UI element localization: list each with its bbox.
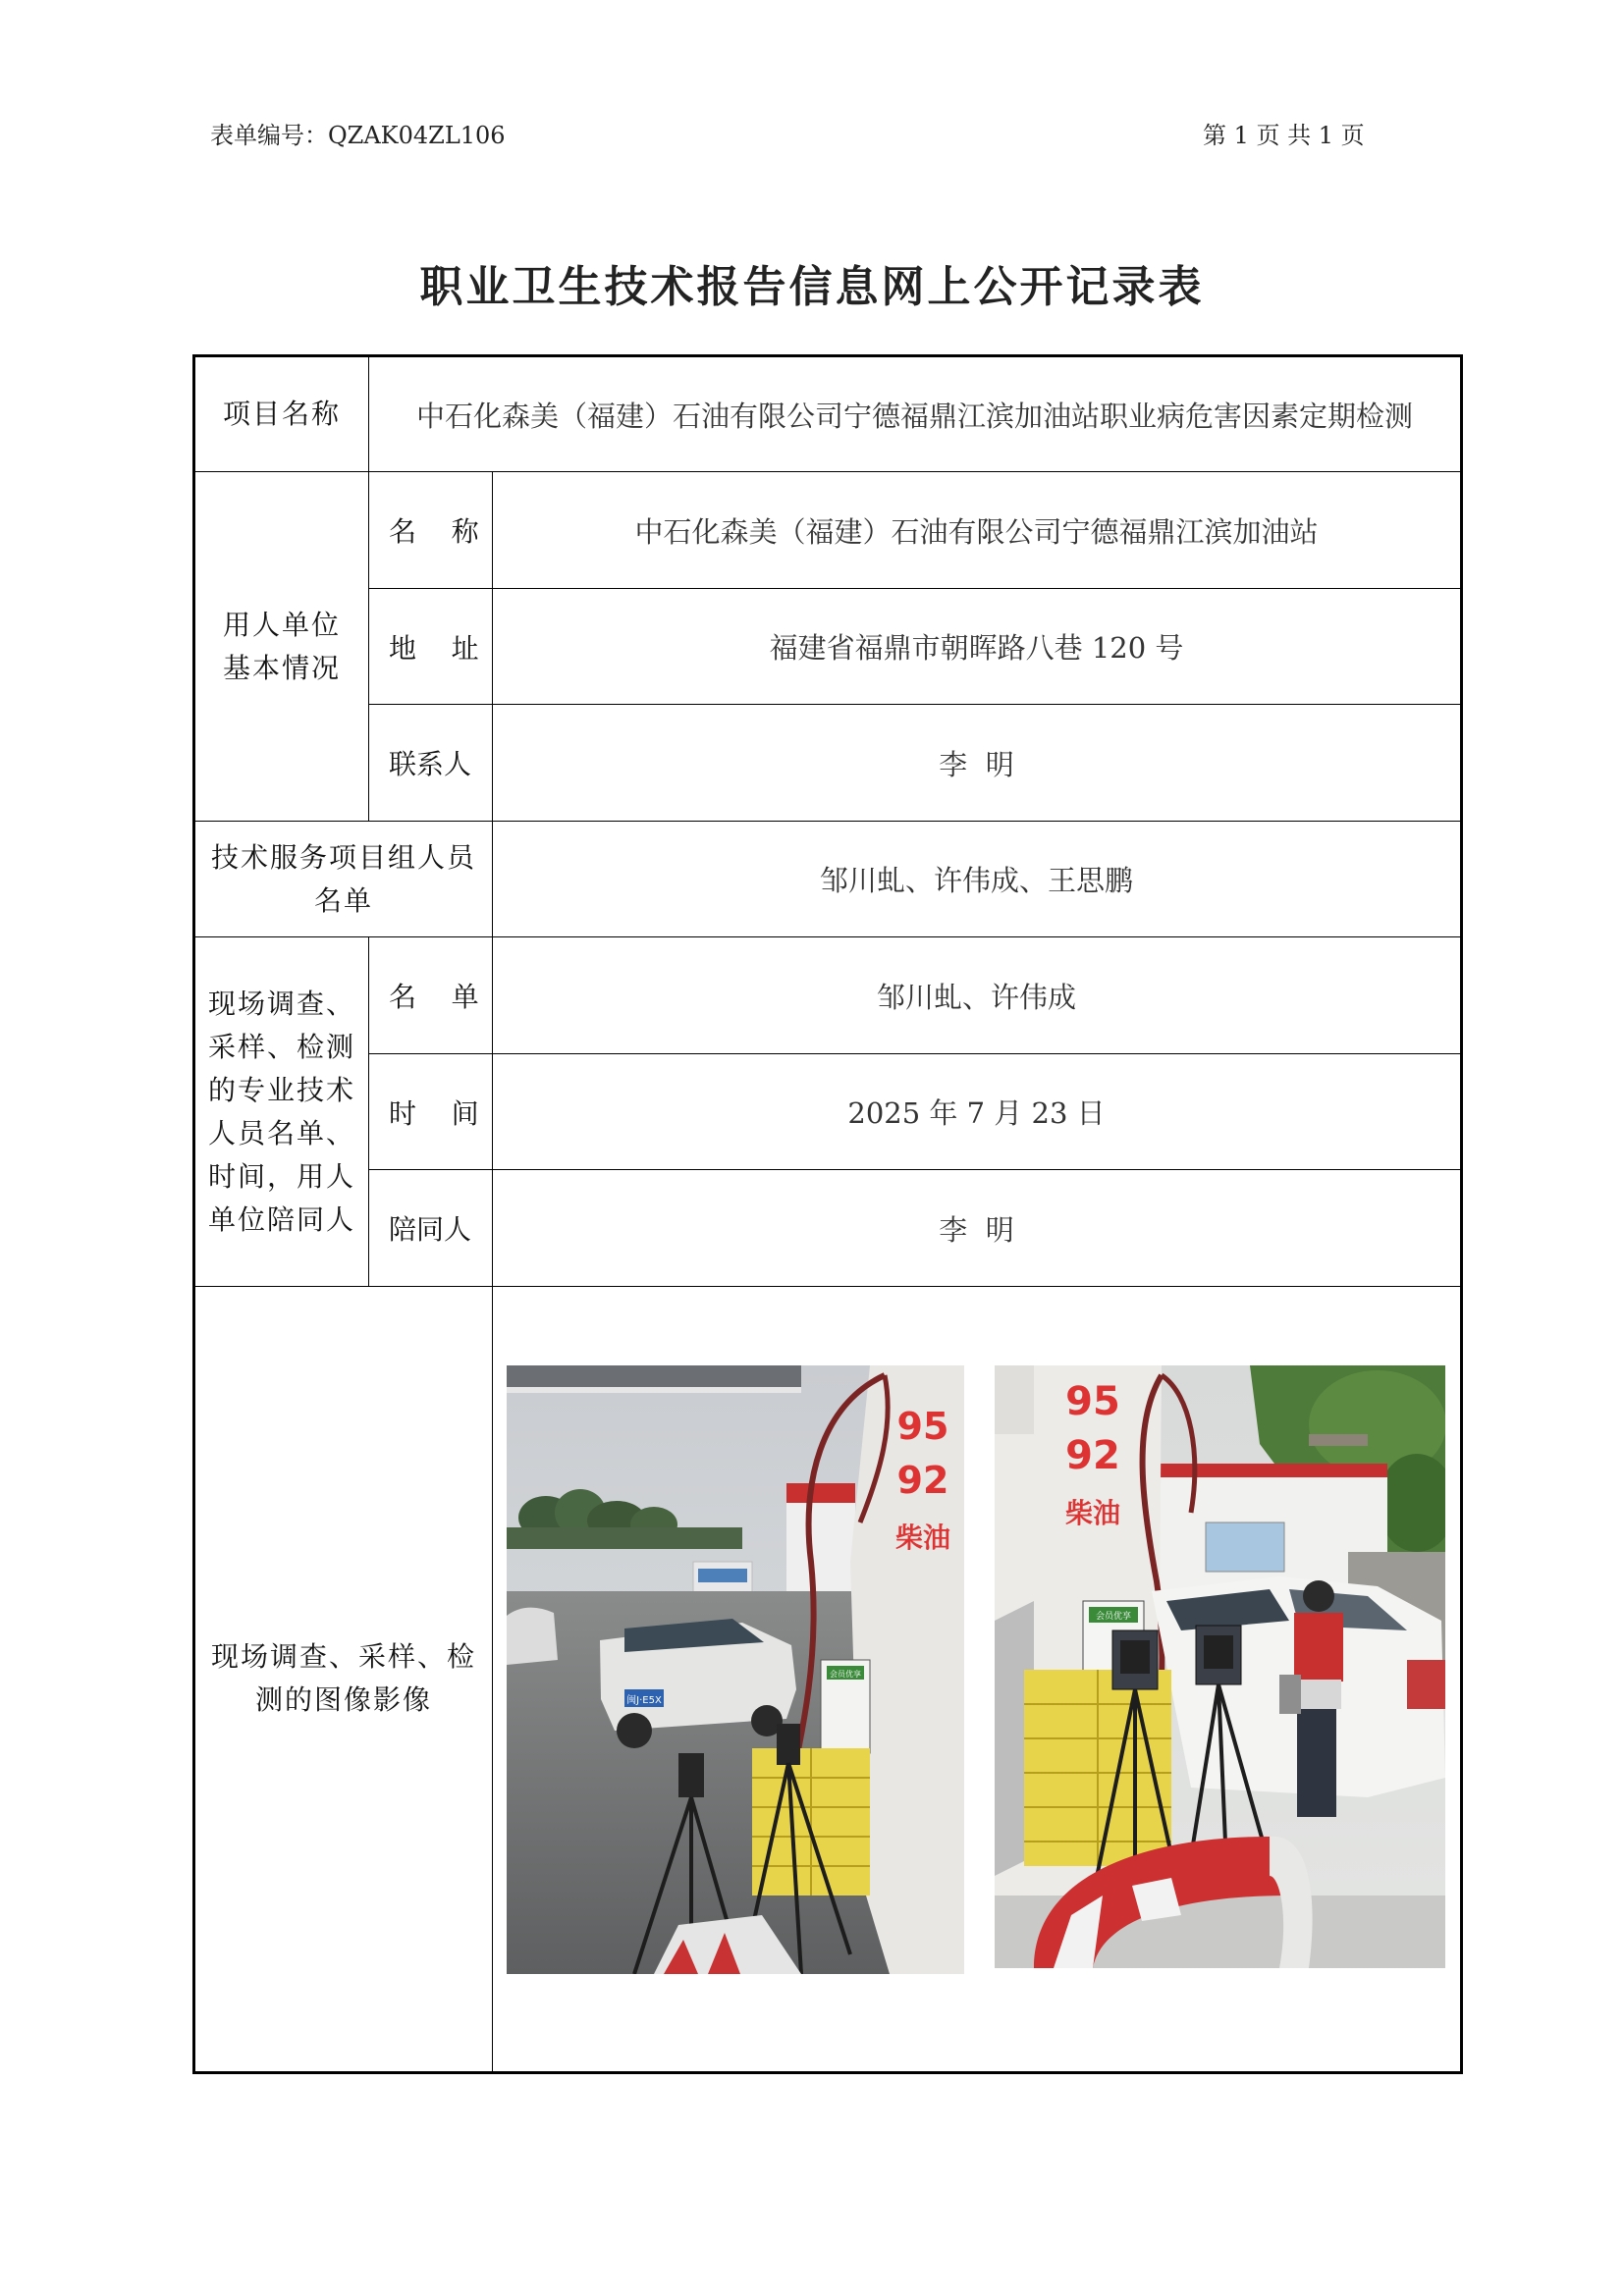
survey-label-line: 采样、检测: [207, 1030, 355, 1063]
survey-label-line: 的专业技术: [207, 1073, 355, 1106]
survey-time-value: 2025 年 7 月 23 日: [493, 1053, 1462, 1169]
employer-label-line2: 基本情况: [222, 651, 341, 684]
survey-escort-label: 陪同人: [369, 1170, 493, 1286]
license-plate-text: 闽J·E5X: [626, 1694, 662, 1706]
employer-label: [194, 472, 369, 821]
pump-sign-diesel: 柴油: [894, 1521, 951, 1554]
survey-label-line: 现场调查、: [207, 987, 355, 1020]
images-label-line2: 测的图像影像: [254, 1683, 432, 1717]
employer-name-label: 名 称: [369, 472, 493, 588]
pump-sign-diesel: 柴油: [1064, 1496, 1121, 1529]
employer-name-value: 中石化森美（福建）石油有限公司宁德福鼎江滨加油站: [493, 472, 1462, 588]
survey-label: [194, 937, 369, 1286]
employer-address-value: 福建省福鼎市朝晖路八巷 120 号: [493, 588, 1462, 704]
employer-address-label: 地 址: [369, 588, 493, 704]
site-photo-1: [507, 1365, 964, 1974]
team-row: [194, 821, 1462, 936]
employer-address-row: [194, 588, 1462, 704]
team-label-line1: 技术服务项目组人员: [210, 840, 476, 874]
survey-list-value: 邹川虬、许伟成: [493, 937, 1462, 1053]
promo-sign-text: 会员优享: [830, 1669, 861, 1679]
survey-label-line: 人员名单、: [207, 1116, 355, 1149]
survey-label-line: 单位陪同人: [207, 1202, 355, 1236]
survey-list-row: [194, 937, 1462, 1053]
page-info: 第 1 页 共 1 页: [1203, 122, 1365, 149]
record-table: [192, 354, 1463, 2074]
employer-contact-value: 李 明: [493, 705, 1462, 821]
team-label-line2: 名单: [313, 883, 373, 917]
survey-time-row: [194, 1053, 1462, 1169]
photos-container: [493, 1287, 1460, 2068]
promo-sign-text: 会员优享: [1095, 1611, 1132, 1622]
employer-contact-row: [194, 705, 1462, 821]
project-row: [194, 356, 1462, 472]
project-value: 中石化森美（福建）石油有限公司宁德福鼎江滨加油站职业病危害因素定期检测: [369, 356, 1462, 472]
site-photo-2: [995, 1365, 1445, 1968]
pump-sign-95: 95: [896, 1404, 949, 1448]
project-label: 项目名称: [194, 356, 369, 472]
site-photo-2-image: [995, 1365, 1445, 1968]
team-value: 邹川虬、许伟成、王思鹏: [493, 821, 1462, 936]
survey-escort-value: 李 明: [493, 1170, 1462, 1286]
survey-time-label: 时 间: [369, 1053, 493, 1169]
pump-sign-92: 92: [1065, 1432, 1120, 1478]
images-row: [194, 1286, 1462, 2072]
survey-label-line: 时间，用人: [207, 1159, 355, 1193]
employer-contact-label: 联系人: [369, 705, 493, 821]
employer-name-row: [194, 472, 1462, 588]
site-photo-1-image: [507, 1365, 964, 1974]
form-number: 表单编号：QZAK04ZL106: [210, 122, 506, 149]
survey-list-label: 名 单: [369, 937, 493, 1053]
document-title: 职业卫生技术报告信息网上公开记录表: [419, 262, 1205, 312]
team-label: [194, 821, 493, 936]
images-cell: [493, 1286, 1462, 2072]
pump-sign-95: 95: [1065, 1378, 1120, 1424]
employer-label-line1: 用人单位: [222, 608, 341, 641]
survey-escort-row: [194, 1170, 1462, 1286]
images-label-line1: 现场调查、采样、检: [210, 1640, 476, 1674]
images-label: [194, 1286, 493, 2072]
pump-sign-92: 92: [896, 1458, 949, 1502]
